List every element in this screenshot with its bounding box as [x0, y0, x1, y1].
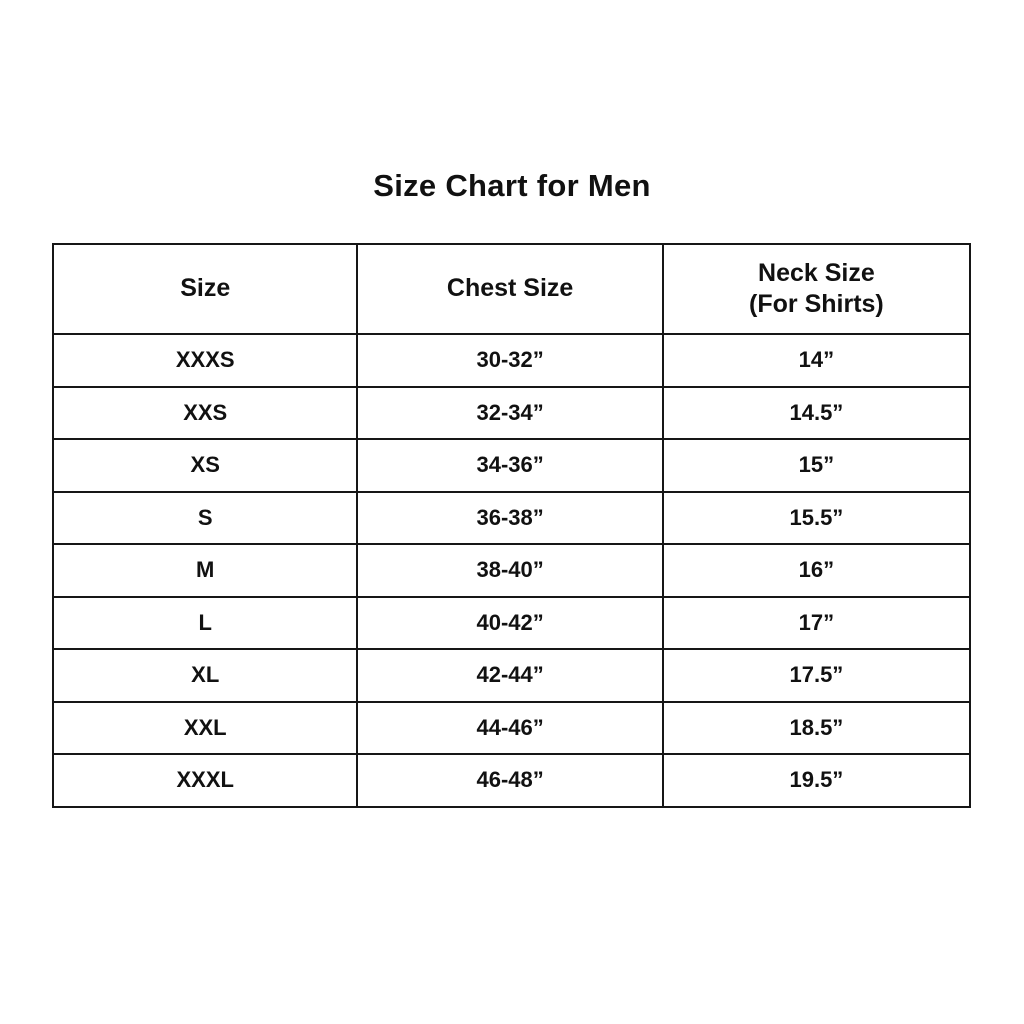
neck-size-cell: 15.5”: [663, 492, 970, 545]
neck-size-cell: 17”: [663, 597, 970, 650]
size-cell: XXXS: [53, 334, 357, 387]
size-cell: S: [53, 492, 357, 545]
size-cell: XXXL: [53, 754, 357, 807]
chest-size-cell: 40-42”: [357, 597, 662, 650]
table-row: [53, 597, 970, 650]
neck-size-cell: 17.5”: [663, 649, 970, 702]
neck-size-cell: 15”: [663, 439, 970, 492]
table-row: [53, 702, 970, 755]
table-row: [53, 754, 970, 807]
table-row: [53, 649, 970, 702]
neck-size-cell: 14”: [663, 334, 970, 387]
column-header-neck-size: [663, 244, 970, 334]
size-cell: XS: [53, 439, 357, 492]
table-row: [53, 439, 970, 492]
neck-size-cell: 18.5”: [663, 702, 970, 755]
table-row: [53, 334, 970, 387]
chest-size-cell: 42-44”: [357, 649, 662, 702]
neck-size-cell: 14.5”: [663, 387, 970, 440]
chest-size-cell: 38-40”: [357, 544, 662, 597]
column-header-neck-size-label: Neck Size: [758, 258, 875, 287]
size-cell: L: [53, 597, 357, 650]
chest-size-cell: 34-36”: [357, 439, 662, 492]
size-cell: XL: [53, 649, 357, 702]
chest-size-cell: 32-34”: [357, 387, 662, 440]
size-cell: M: [53, 544, 357, 597]
chest-size-cell: 46-48”: [357, 754, 662, 807]
chest-size-cell: 44-46”: [357, 702, 662, 755]
size-cell: XXL: [53, 702, 357, 755]
table-row: [53, 387, 970, 440]
neck-size-cell: 19.5”: [663, 754, 970, 807]
table-row: [53, 492, 970, 545]
table-row: [53, 544, 970, 597]
chest-size-cell: 36-38”: [357, 492, 662, 545]
size-cell: XXS: [53, 387, 357, 440]
size-chart-table: [52, 243, 971, 808]
column-header-neck-size-sublabel: (For Shirts): [749, 290, 884, 318]
chest-size-cell: 30-32”: [357, 334, 662, 387]
neck-size-cell: 16”: [663, 544, 970, 597]
column-header-size: Size: [53, 244, 357, 334]
column-header-chest-size: Chest Size: [357, 244, 662, 334]
table-header-row: [53, 244, 970, 334]
page-title: Size Chart for Men: [373, 168, 651, 203]
